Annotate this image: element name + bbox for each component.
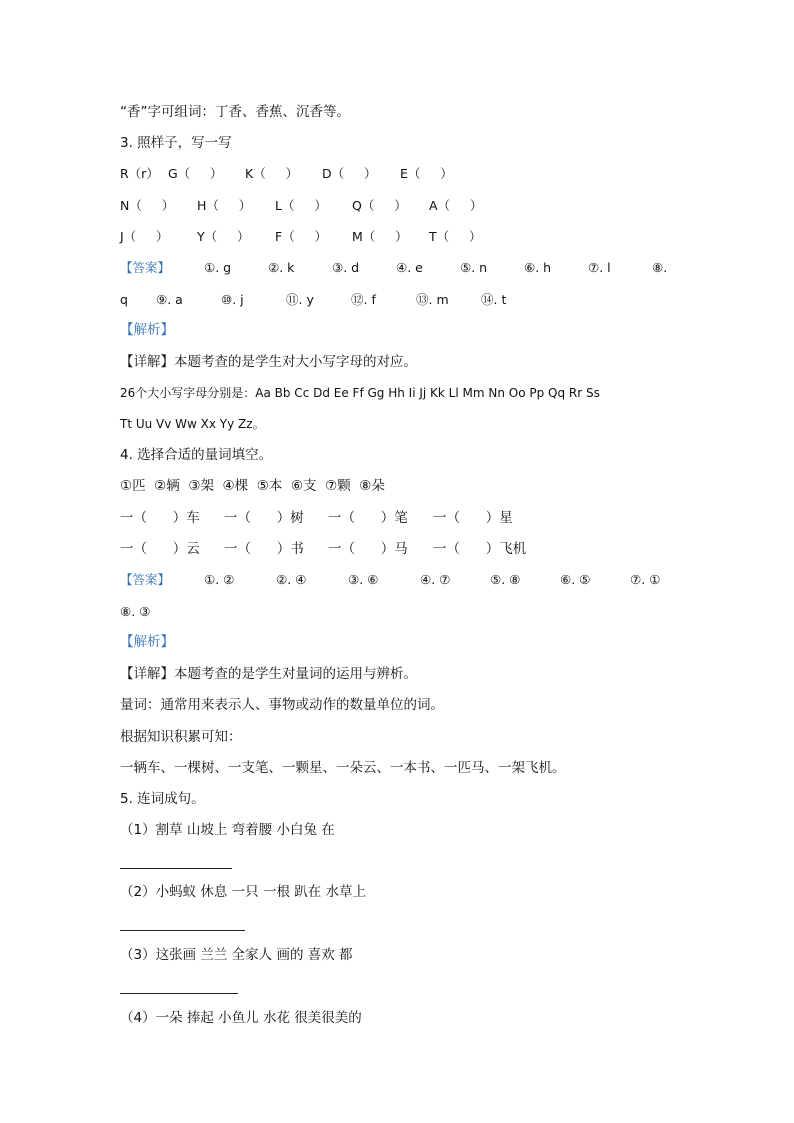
answer-item: ⑧. ③ — [120, 604, 151, 619]
q5-item-2: （2）小蚂蚁 休息 一只 一根 趴在 水草上 — [120, 884, 367, 900]
q5-item-1: （1）割草 山坡上 弯着腰 小白兔 在 — [120, 822, 335, 838]
q3-cell: K（ ） — [245, 166, 299, 181]
answer-item: ⑦. ① — [630, 572, 661, 587]
answer-label: 【答案】 — [120, 260, 171, 275]
result-line: 一辆车、一棵树、一支笔、一颗星、一朵云、一本书、一匹马、一架飞机。 — [120, 760, 566, 776]
q3-cell: T（ ） — [429, 229, 482, 244]
answer-blank-line — [120, 993, 238, 994]
answer-item: ⑬. m — [416, 292, 449, 307]
q5-item-4: （4）一朵 捧起 小鱼儿 水花 很美很美的 — [120, 1010, 362, 1026]
answer-item: ⑤. n — [460, 260, 488, 275]
answer-label: 【答案】 — [120, 572, 171, 587]
answer-item: ②. ④ — [276, 572, 307, 587]
detail-line: 【详解】本题考查的是学生对大小写字母的对应。 — [120, 354, 417, 370]
q4-options: ①匹 ②辆 ③架 ④棵 ⑤本 ⑥支 ⑦颗 ⑧朵 — [120, 478, 385, 494]
question-3-title: 3. 照样子，写一写 — [120, 135, 232, 151]
answer-item: ③. ⑥ — [348, 572, 379, 587]
q3-cell: A（ ） — [429, 198, 483, 213]
question-5-title: 5. 连词成句。 — [120, 791, 205, 807]
answer-item: ⑪. y — [286, 292, 314, 307]
answer-blank-line — [120, 868, 232, 869]
q3-cell: M（ ） — [352, 229, 408, 244]
q4-cell: 一（ ）飞机 — [433, 541, 527, 557]
answer-item: ④. e — [396, 260, 423, 275]
knowledge-line: 根据知识积累可知： — [120, 729, 242, 745]
answer-item: ①. ② — [204, 572, 235, 587]
q4-cell: 一（ ）树 — [224, 510, 304, 526]
answer-item: ②. k — [268, 260, 295, 275]
answer-item: q — [120, 292, 128, 307]
q4-cell: 一（ ）云 — [120, 541, 200, 557]
answer-item: ⑦. l — [588, 260, 611, 275]
answer-item: ⑥. ⑤ — [560, 572, 591, 587]
q3-cell: D（ ） — [322, 166, 377, 181]
answer-item: ③. d — [332, 260, 360, 275]
answer-item: ⑥. h — [524, 260, 552, 275]
letters-line: Tt Uu Vv Ww Xx Yy Zz。 — [120, 417, 265, 431]
letters-line: 26个大小写字母分别是：Aa Bb Cc Dd Ee Ff Gg Hh Ii Jj Kk Ll Mm Nn Oo Pp Qq Rr Ss — [120, 386, 600, 400]
q3-cell: H（ ） — [197, 198, 252, 213]
answer-item: ④. ⑦ — [420, 572, 451, 587]
answer-item: ⑨. a — [156, 292, 183, 307]
answer-item: ⑧. — [652, 260, 668, 275]
q3-cell: F（ ） — [275, 229, 328, 244]
q3-cell: Q（ ） — [352, 198, 407, 213]
q3-cell: N（ ） — [120, 198, 175, 213]
q4-cell: 一（ ）星 — [433, 510, 513, 526]
q4-cell: 一（ ）车 — [120, 510, 200, 526]
detail-line: 【详解】本题考查的是学生对量词的运用与辨析。 — [120, 666, 417, 682]
question-4-title: 4. 选择合适的量词填空。 — [120, 447, 273, 463]
definition-line: 量词：通常用来表示人、事物或动作的数量单位的词。 — [120, 697, 444, 713]
answer-item: ⑩. j — [221, 292, 244, 307]
answer-item: ⑭. t — [481, 292, 507, 307]
q3-cell: G（ ） — [168, 166, 223, 181]
answer-item: ①. g — [204, 260, 232, 275]
answer-item: ⑤. ⑧ — [490, 572, 521, 587]
q3-cell: Y（ ） — [197, 229, 250, 244]
analysis-label: 【解析】 — [120, 322, 174, 338]
q3-cell: E（ ） — [400, 166, 453, 181]
answer-item: ⑫. f — [351, 292, 376, 307]
q4-cell: 一（ ）笔 — [328, 510, 408, 526]
q5-item-3: （3）这张画 兰兰 全家人 画的 喜欢 都 — [120, 947, 353, 963]
q4-cell: 一（ ）书 — [224, 541, 304, 557]
q3-cell: L（ ） — [275, 198, 327, 213]
q3-cell: J（ ） — [120, 229, 169, 244]
text-line: “香”字可组词：丁香、香蕉、沉香等。 — [120, 104, 350, 120]
analysis-label: 【解析】 — [120, 634, 174, 650]
q4-cell: 一（ ）马 — [328, 541, 408, 557]
q3-cell: R（r） — [120, 166, 159, 181]
answer-blank-line — [120, 930, 245, 931]
